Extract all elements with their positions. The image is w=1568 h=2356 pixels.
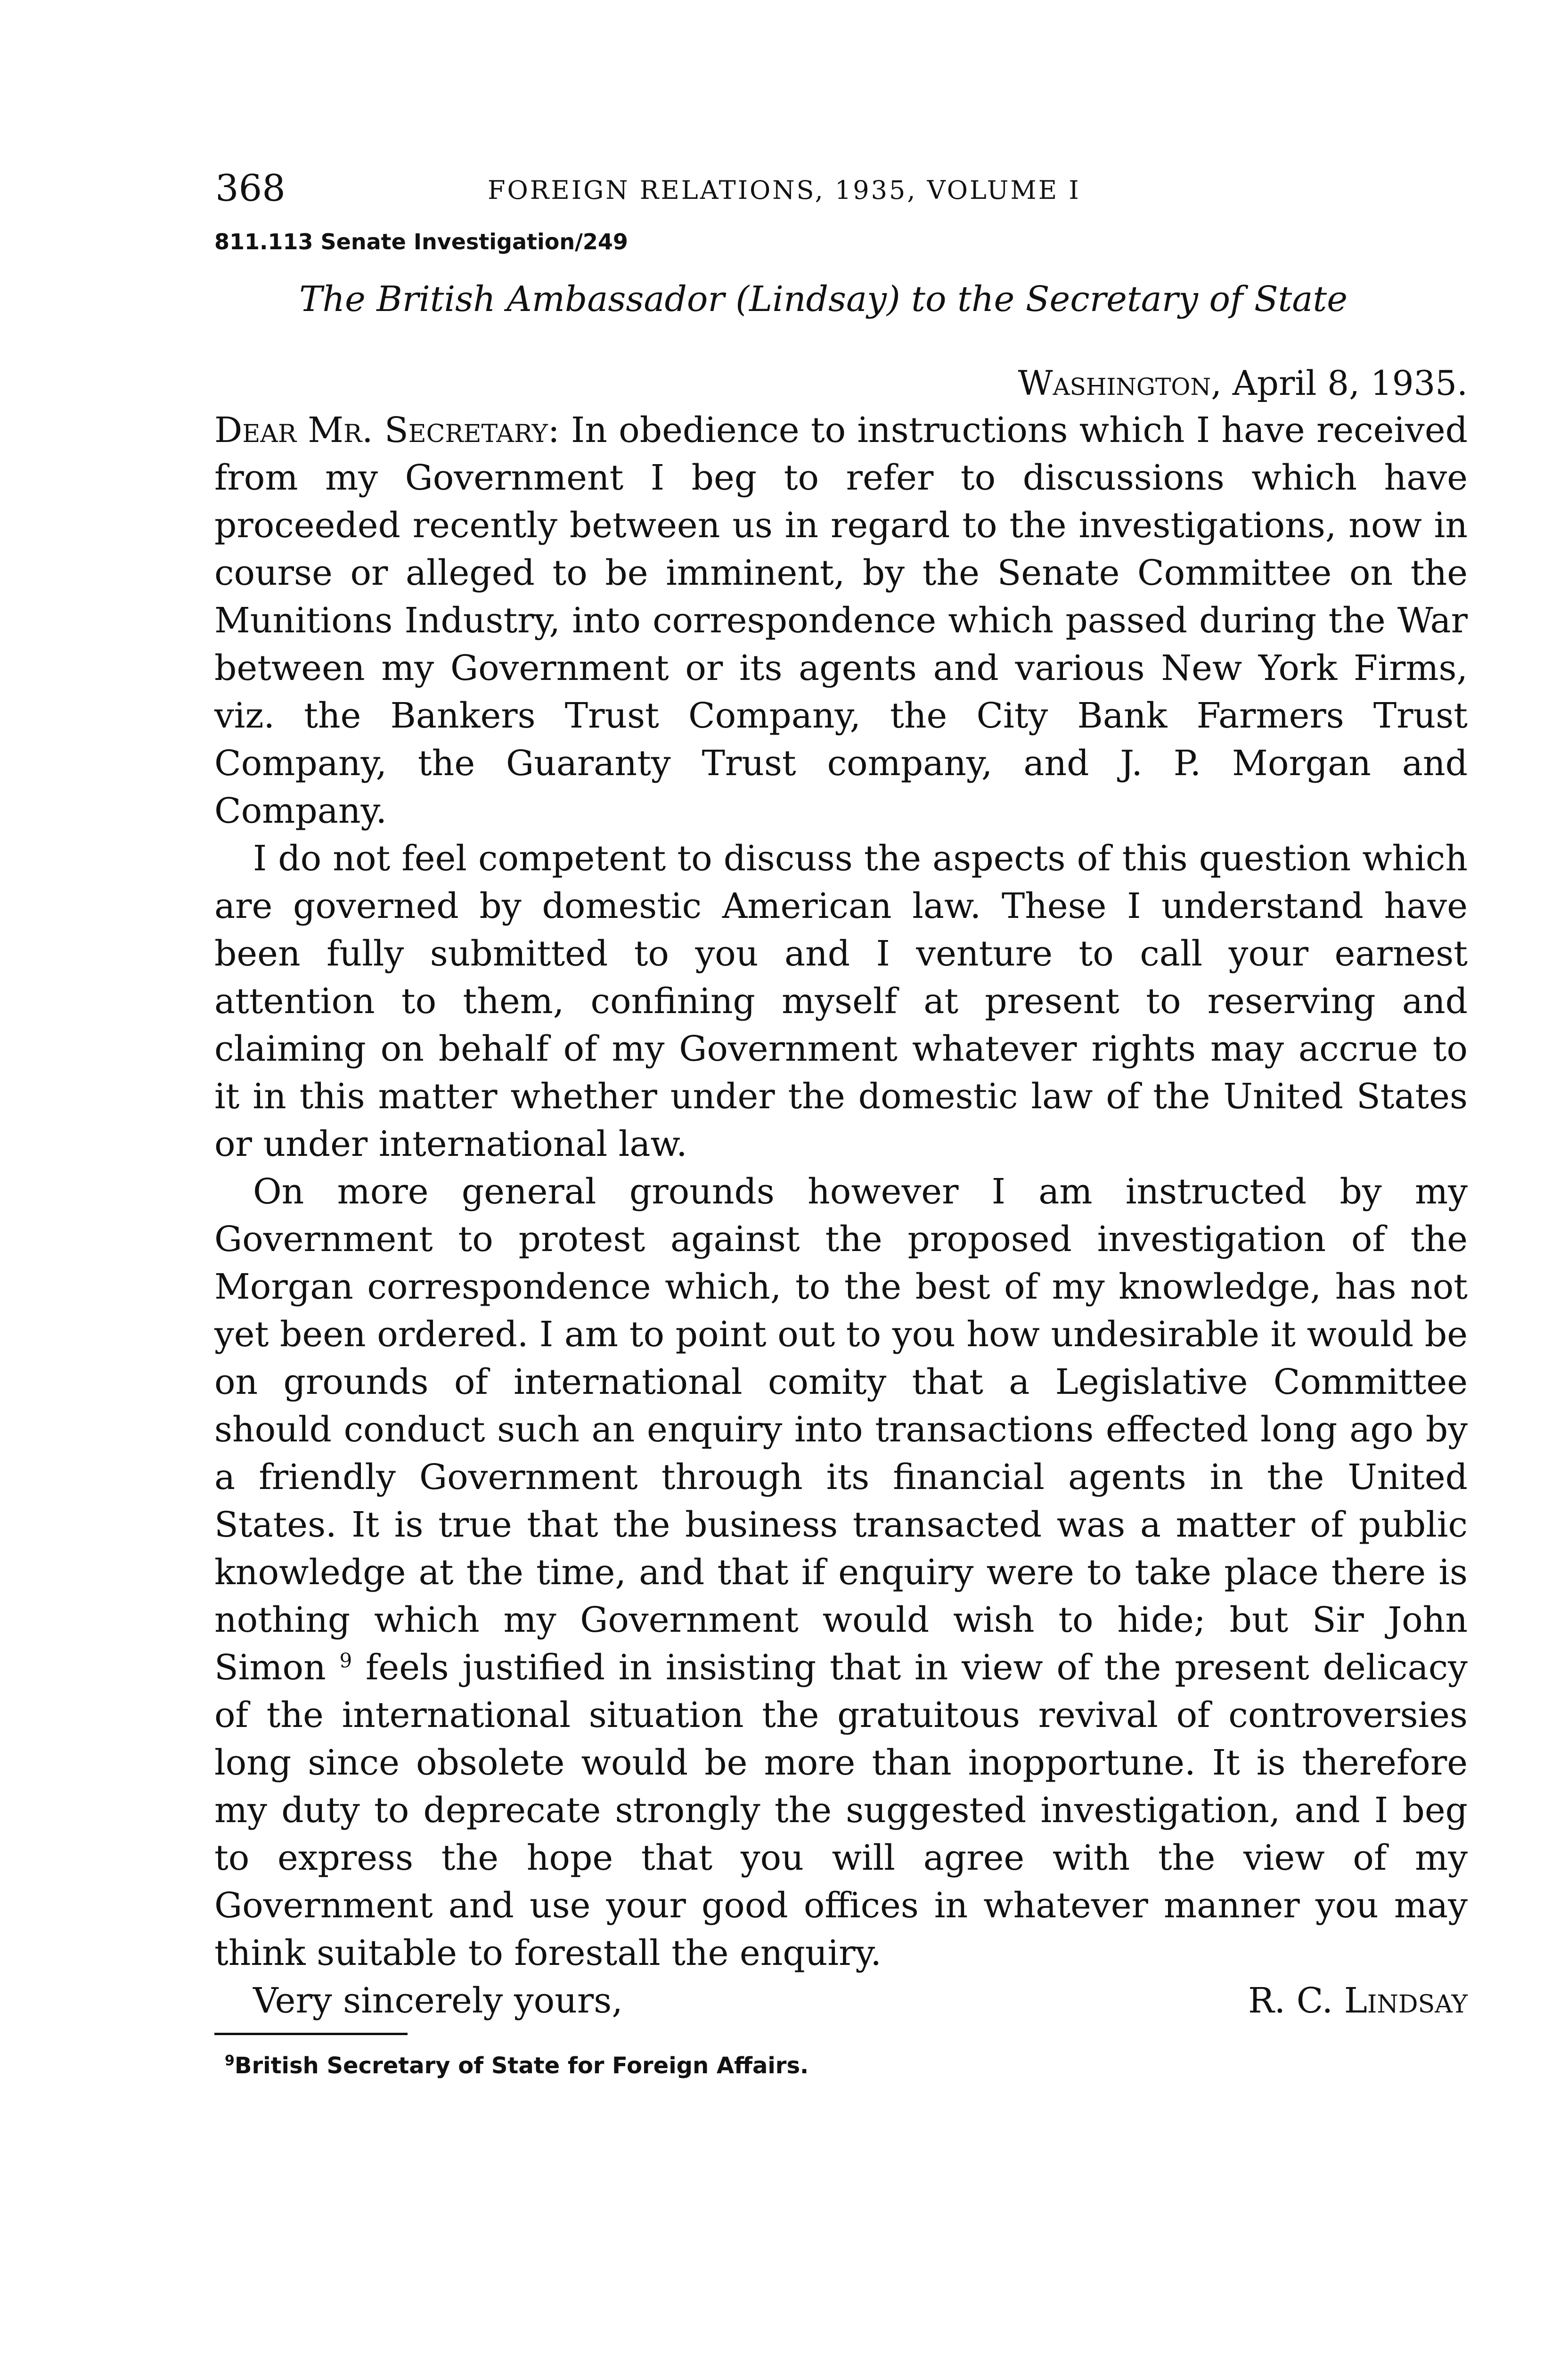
salutation: Dear Mr. Secretary (214, 410, 548, 450)
running-head (214, 167, 1468, 210)
page-number: 368 (215, 167, 286, 210)
document-title: The British Ambassador (Lindsay) to the Secretary of State (299, 279, 1348, 319)
paragraph-3 (214, 1168, 1468, 1977)
date: , April 8, 1935. (1211, 363, 1468, 403)
running-title: FOREIGN RELATIONS, 1935, VOLUME I (488, 175, 1081, 205)
paragraph-2: I do not feel competent to discuss the aspects of this question which are governed by domestic American law. These I understand have been fully submitted to you and I venture to call your earnest attention to them, confining myself at present to reserving and claiming on behalf of my Government whatever rights may accrue to it in this matter whether under the domestic law of the United States or under international law. (214, 838, 1468, 1164)
footnote-reference: 9 (339, 1649, 352, 1672)
footnote (225, 2051, 1468, 2080)
letter-body (214, 407, 1468, 1977)
complimentary-close: Very sincerely yours, (253, 1980, 623, 2021)
closing-line (214, 1977, 1468, 2025)
signature: R. C. Lindsay (1248, 1980, 1468, 2021)
paragraph-1 (214, 407, 1468, 835)
paragraph-1-text: : In obedience to instructions which I have received from my Government I beg to refer to discussions which have proceeded recently between us in regard to the investigations, now in course or alleged to be imminent, by the Senate Committee on the Munitions Industry, into correspondence which passed during the War between my Government or its agents and various New York Firms, viz. the Bankers Trust Company, the City Bank Farmers Trust Company, the Guaranty Trust company, and J. P. Morgan and Company. (214, 410, 1468, 831)
place-date-line (214, 360, 1468, 407)
footnote-divider (214, 2033, 408, 2035)
file-reference: 811.113 Senate Investigation/249 (214, 229, 628, 254)
paragraph-3-text-before-note: On more general grounds however I am instructed by my Government to protest against the proposed investigation of the Morgan correspondence which, to the best of my knowledge, has not yet been ordered. I am to point out to you how undesirable it would be on grounds of international comity that a Legislative Committee should conduct such an enquiry into transactions effected long ago by a friendly Government through its financial agents in the United States. It is true that the business transacted was a matter of public knowledge at the time, and that if enquiry were to take place there is nothing which my Government would wish to hide; but Sir John Simon (214, 1171, 1468, 1688)
paragraph-3-text-after-note: feels justified in insisting that in view of the present delicacy of the international situation the gratuitous revival of controversies long since obsolete would be more than inopportune. It is therefore my duty to deprecate strongly the suggested investigation, and I beg to express the hope that you will agree with the view of my Government and use your good offices in whatever manner you may think suitable to forestall the enquiry. (214, 1647, 1468, 1973)
document-page (214, 167, 1468, 2080)
footnote-text: British Secretary of State for Foreign Affairs. (234, 2053, 809, 2079)
place: Washington (1018, 363, 1211, 403)
footnote-marker: 9 (225, 2053, 235, 2069)
